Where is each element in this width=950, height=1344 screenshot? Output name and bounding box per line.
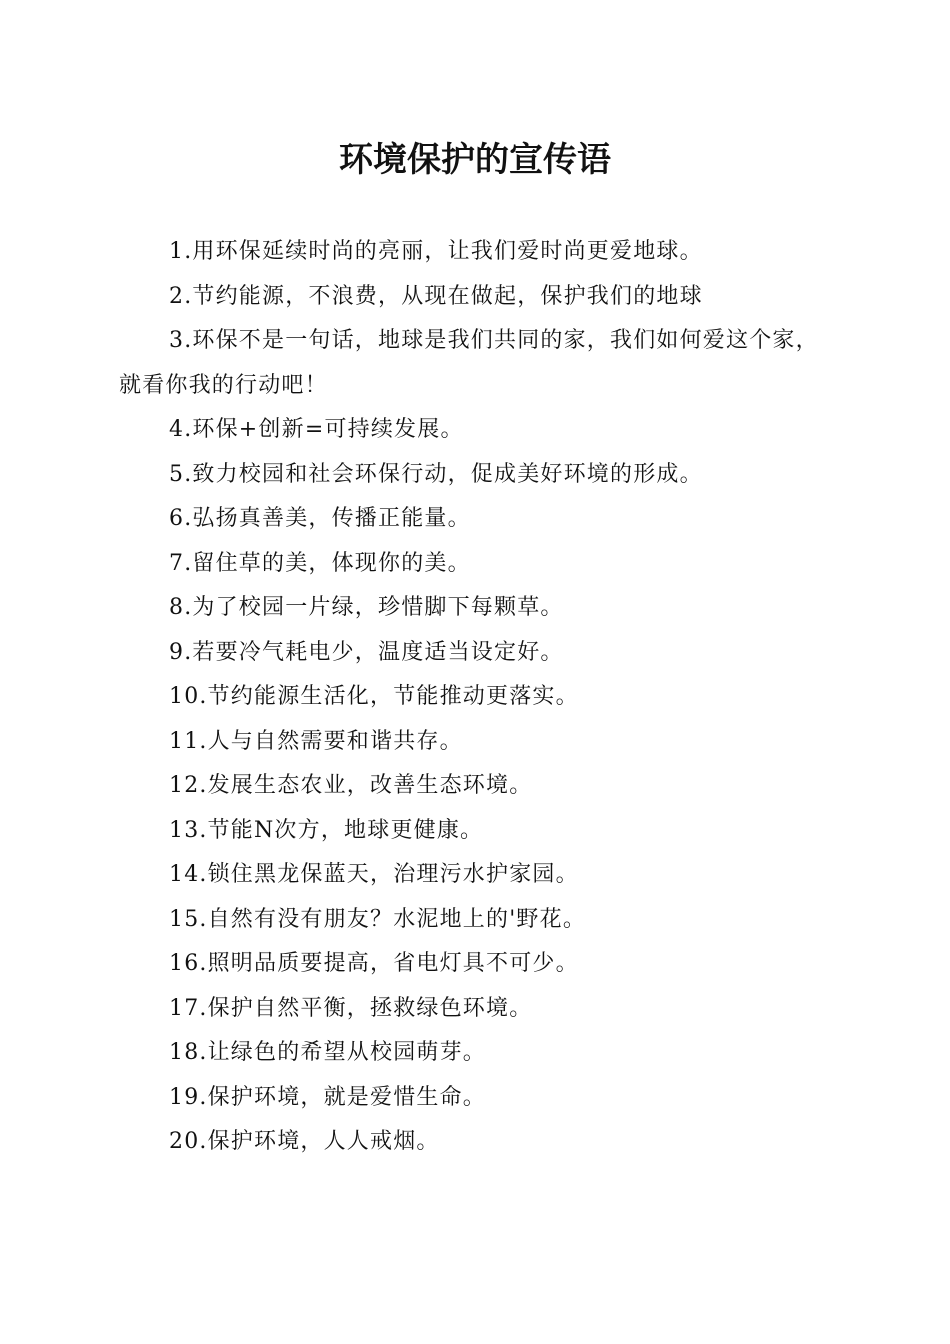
slogan-item: 12.发展生态农业，改善生态环境。 [169, 773, 533, 798]
slogan-item: 13.节能N次方，地球更健康。 [169, 817, 484, 843]
slogan-item: 19.保护环境，就是爱惜生命。 [169, 1084, 486, 1110]
slogan-item: 20.保护环境，人人戒烟。 [169, 1129, 440, 1154]
slogan-item: 11.人与自然需要和谐共存。 [169, 728, 463, 754]
slogan-item: 2.节约能源，不浪费，从现在做起，保护我们的地球 [169, 283, 703, 309]
slogan-list [119, 230, 831, 1165]
slogan-item: 17.保护自然平衡，拯救绿色环境。 [169, 995, 533, 1021]
slogan-item: 14.锁住黑龙保蓝天，治理污水护家园。 [169, 862, 579, 887]
slogan-item: 9.若要冷气耗电少，温度适当设定好。 [169, 639, 564, 665]
slogan-item: 5.致力校园和社会环保行动，促成美好环境的形成。 [169, 461, 703, 487]
slogan-item: 16.照明品质要提高，省电灯具不可少。 [169, 951, 579, 976]
slogan-item: 3.环保不是一句话，地球是我们共同的家，我们如何爱这个家，就看你我的行动吧！ [119, 328, 819, 398]
slogan-item: 15.自然有没有朋友？水泥地上的'野花。 [169, 906, 587, 932]
slogan-item: 18.让绿色的希望从校园萌芽。 [169, 1040, 486, 1065]
document-title: 环境保护的宣传语 [339, 140, 611, 180]
slogan-item: 7.留住草的美，体现你的美。 [169, 550, 471, 576]
slogan-item: 4.环保+创新=可持续发展。 [169, 417, 464, 442]
slogan-item: 6.弘扬真善美，传播正能量。 [169, 506, 471, 531]
slogan-item: 10.节约能源生活化，节能推动更落实。 [169, 684, 579, 709]
slogan-item: 1.用环保延续时尚的亮丽，让我们爱时尚更爱地球。 [169, 239, 703, 264]
slogan-item: 8.为了校园一片绿，珍惜脚下每颗草。 [169, 595, 564, 620]
